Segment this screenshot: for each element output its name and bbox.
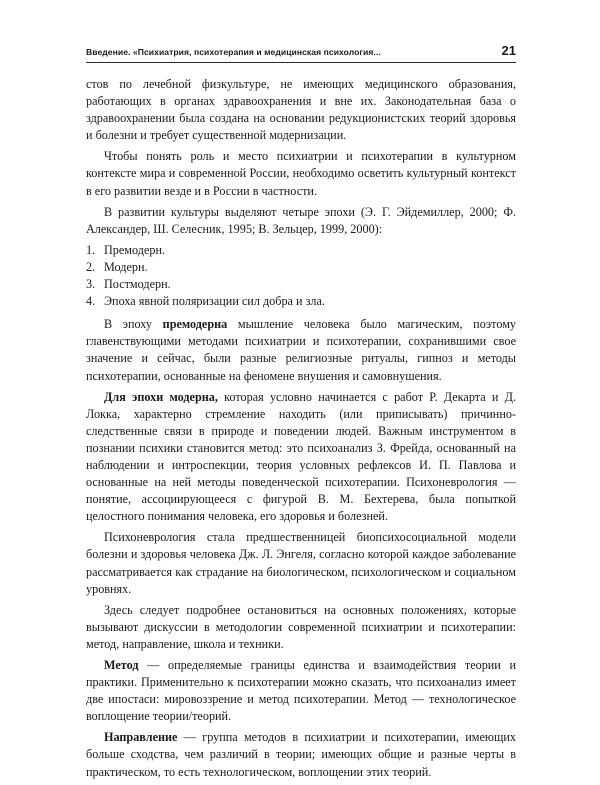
premodern-term: премодерна: [162, 317, 228, 332]
list-item-text: Модерн.: [104, 259, 148, 274]
paragraph-psychoneurology: Психоневрология стала предшественницей биопсихосоциальной модели болезни и здоровья человека Дж. Л. Энгеля, согласно которой каждое заболевание рассматривается как страдание на биологическом, психологическом и социальном уровнях.: [86, 530, 516, 596]
list-item-number: 1.: [86, 242, 96, 257]
method-text: — определяемые границы единства и взаимодействия теории и практики. Применительно к психотерапии можно сказать, что психоанализ имеет две ипостаси: мировоззрение и метод психотерапии. Метод — технологическое воплощение теории/теорий.: [86, 658, 516, 724]
paragraph-premodern: [86, 316, 516, 384]
paragraph-direction: [86, 729, 516, 780]
paragraph-methodology: Здесь следует подробнее остановиться на основных положениях, которые вызывают дискуссии в методологии современной психиатрии и психотерапии: метод, направление, школа и техники.: [86, 602, 516, 651]
direction-text: — группа методов в психиатрии и психотерапии, имеющих больше сходства, чем различий в теории; имеющих общие и разные черты в практическом, то есть технологическом, воплощении этих теорий.: [86, 730, 516, 779]
method-term: Метод: [104, 658, 139, 672]
paragraph-continuation: стов по лечебной физкультуре, не имеющих медицинского образования, работающих в органах здравоохранения и вне их. Законодательная база о здравоохранении была создана на основании редукционистских теорий здоровья и болезни и требует существенной модернизации.: [86, 77, 516, 143]
paragraph-cultural-context: Чтобы понять роль и место психиатрии и психотерапии в культурном контексте мира и современной России, необходимо осветить культурный контекст в его развитии везде и в России в частности.: [86, 149, 516, 198]
list-item: [86, 293, 516, 310]
list-item-text: Эпоха явной поляризации сил добра и зла.: [104, 294, 325, 309]
list-item-number: 2.: [86, 259, 96, 274]
list-item-text: Премодерн.: [104, 242, 166, 257]
epochs-list: [86, 242, 516, 310]
list-item-text: Постмодерн.: [104, 277, 171, 292]
premodern-lead: В эпоху: [104, 317, 163, 332]
paragraph-modern: [86, 389, 516, 526]
premodern-text: мышление человека было магическим, поэтому главенствующими методами психиатрии и психотерапии, сохранившими свое значение и сейчас, были разные религиозные ритуалы, гипноз и методы психотерапии, основанные на феномене внушения и самовнушения.: [86, 317, 516, 383]
paragraph-method: [86, 657, 516, 725]
running-head-title: Введение. «Психиатрия, психотерапия и медицинская психология...: [86, 47, 381, 57]
page-body: [86, 76, 516, 785]
page-number: 21: [501, 43, 516, 58]
list-item: [86, 276, 516, 293]
list-item: [86, 259, 516, 276]
list-item: [86, 242, 516, 259]
modern-text: которая условно начинается с работ Р. Декарта и Д. Локка, характерно стремление находить (или приписывать) причинно-следственные связи в природе и поведении людей. Важным инструментом в познании психики становится метод: это психоанализ З. Фрейда, основанный на наблюдении и интроспекции, теория условных рефлексов И. П. Павлова и основанные на ней методы поведенческой психотерапии. Психоневрология — понятие, ассоциирующееся с фигурой В. М. Бехтерева, была попыткой целостного понимания человека, его здоровья и болезней.: [86, 389, 516, 524]
modern-term: Для эпохи модерна,: [104, 389, 218, 404]
list-item-number: 3.: [86, 277, 96, 292]
running-head: [86, 44, 516, 63]
paragraph-epochs-intro: В развитии культуры выделяют четыре эпохи (Э. Г. Эйдемиллер, 2000; Ф. Александер, Ш. Селесник, 1995; В. Зельцер, 1999, 2000):: [86, 204, 516, 236]
direction-term: Направление: [104, 730, 178, 745]
list-item-number: 4.: [86, 294, 96, 309]
